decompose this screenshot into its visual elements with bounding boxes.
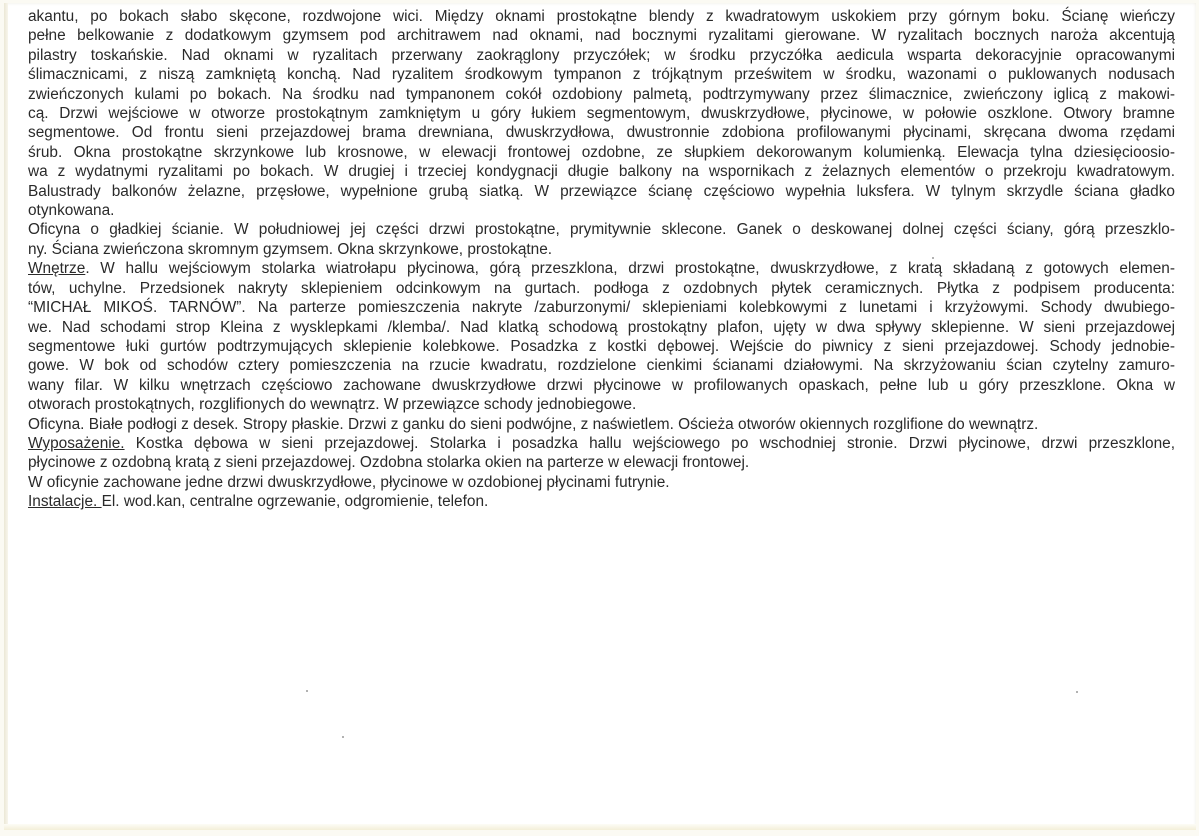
text-line: akantu, po bokach słabo skęcone, rozdwojone wici. Między oknami prostokątne blendy z kwadratowym uskokiem przy górnym boku. Ścianę wieńczy xyxy=(28,8,1175,25)
text-line: pilastry toskańskie. Nad oknami w ryzalitach przerwany zaokrąglony przyczółek; w środku przyczółka aedicula wsparta dekoracyjnie opracowanymi xyxy=(28,46,1175,64)
scan-speck xyxy=(932,257,934,259)
text-line: “MICHAŁ MIKOŚ. TARNÓW”. Na parterze pomieszczenia nakryte /zaburzonymi/ sklepieniami kolebkowymi z lunetami i krzyżowymi. Schody dwubiego- xyxy=(28,299,1175,317)
text-line: we. Nad schodami strop Kleina z wysklepkami /klemba/. Nad klatką schodową prostokątny plafon, ujęty w dwa spływy sklepienne. W sieni przejazdowej xyxy=(28,318,1175,336)
text-line: segmentowe łuki gurtów podtrzymujących sklepienie kolebkowe. Posadzka z kostki dębowej. Wejście do piwnicy z sieni przejazdowej. Schody jednobie- xyxy=(28,337,1175,355)
text-line: tów, uchylne. Przedsionek nakryty sklepieniem odcinkowym na gurtach. podłoga z ozdobnych płytek ceramicznych. Płytka z podpisem producenta: xyxy=(28,279,1175,297)
text-line: otynkowana. xyxy=(28,202,115,220)
section-heading-interior: Wnętrze xyxy=(28,260,86,278)
paragraph-equipment xyxy=(28,434,1175,473)
text-line: wany filar. W kilku wnętrzach częściowo zachowane dwuskrzydłowe drzwi płycinowe w profilowanych opaskach, pełne lub u góry przeszklone. Okna w xyxy=(28,376,1175,394)
paragraph-oficyna-interior xyxy=(28,415,1175,434)
document-body xyxy=(28,7,1175,512)
scan-speck xyxy=(1076,691,1078,693)
paragraph-interior xyxy=(28,259,1175,414)
scan-left-edge xyxy=(4,3,8,830)
text-line: W oficynie zachowane jedne drzwi dwuskrzydłowe, płycinowe w ozdobionej płycinami futrynie. xyxy=(28,473,670,491)
scanned-page xyxy=(4,3,1196,830)
text-line: otworach prostokątnych, rozglifionych do wewnątrz. W przewiązce schody jednobiegowe. xyxy=(28,396,637,414)
paragraph-installations xyxy=(28,492,1175,511)
text-line: ślimacznicami, z niszą zamkniętą konchą. Nad ryzalitem środkowym tympanon z trójkątnym prześwitem w środku, wazonami o puklowanych nodusach xyxy=(28,66,1175,84)
scan-speck xyxy=(342,736,344,738)
text-run: El. wod.kan, centralne ogrzewanie, odgromienie, telefon. xyxy=(101,493,489,511)
text-line: zwieńczonych kulami po bokach. Na środku nad tympanonem cokół ozdobiony palmetą, podtrzymywany przez ślimacznice, zwieńczony iglicą z makowi- xyxy=(28,85,1175,103)
text-line: płycinowe z ozdobną kratą z sieni przejazdowej. Ozdobna stolarka okien na parterze w elewacji frontowej. xyxy=(28,454,750,472)
scan-bottom-edge xyxy=(4,824,1196,830)
text-line: śrub. Okna prostokątne skrzynkowe lub krosnowe, w elewacji frontowej ozdobne, ze słupkiem dekorowanym kolumienką. Elewacja tylna dziesięcioosio- xyxy=(28,143,1175,161)
text-line xyxy=(28,259,1175,278)
text-line: ny. Ściana zwieńczona skromnym gzymsem. Okna skrzynkowe, prostokątne. xyxy=(28,240,553,258)
text-run: . W hallu wejściowym stolarka wiatrołapu płycinowa, górą przeszklona, drzwi prostokątne, dwuskrzydłowe, z kratą składaną z gotowych elemen- xyxy=(85,260,1175,278)
scan-speck xyxy=(306,690,308,692)
text-line xyxy=(28,492,1175,511)
paragraph-oficyna-exterior xyxy=(28,220,1175,259)
text-run: Kostka dębowa w sieni przejazdowej. Stolarka i posadzka hallu wejściowego po wschodniej stronie. Drzwi płycinowe, drzwi przeszklone, xyxy=(124,434,1175,452)
section-heading-equipment: Wyposażenie. xyxy=(28,434,125,452)
text-line: wa z wydatnymi ryzalitami po bokach. W drugiej i trzeciej kondygnacji długie balkony na wspornikach z żelaznych elementów o przekroju kwadratowym. xyxy=(28,163,1175,181)
text-line: pełne belkowanie z dodatkowym gzymsem pod architrawem nad oknami, nad bocznymi ryzalitami gierowane. W ryzalitach bocznych naroża akcentują xyxy=(28,27,1175,45)
section-heading-installations: Instalacje. xyxy=(28,493,102,511)
text-line xyxy=(28,434,1175,453)
paragraph-oficyna-equipment xyxy=(28,473,1175,492)
text-line: gowe. W bok od schodów cztery pomieszczenia na rzucie kwadratu, rozdzielone cienkimi ścianami działowymi. Na skrzyżowaniu ścian czytelny zamuro- xyxy=(28,357,1175,375)
text-line: Oficyna. Białe podłogi z desek. Stropy płaskie. Drzwi z ganku do sieni podwójne, z naświetlem. Ościeża otworów okiennych rozglifione do wewnątrz. xyxy=(28,415,1039,433)
text-line: segmentowe. Od frontu sieni przejazdowej brama drewniana, dwuskrzydłowa, dwustronnie zdobiona profilowanymi płycinami, skręcana dwoma rzędami xyxy=(28,124,1175,142)
text-line: Oficyna o gładkiej ścianie. W południowej jej części drzwi prostokątne, prymitywnie sklecone. Ganek o deskowanej dolnej części ściany, górą przeszklo- xyxy=(28,221,1175,239)
paragraph-facade-description xyxy=(28,7,1175,220)
text-line: Balustrady balkonów żelazne, przęsłowe, wypełnione grubą siatką. W przewiązce ścianę częściowo wypełnia luksfera. W tylnym skrzydle ściana gładko xyxy=(28,182,1175,200)
text-line: cą. Drzwi wejściowe w otworze prostokątnym zamkniętym u góry łukiem segmentowym, dwuskrzydłowe, płycinowe, w połowie oszklone. Otwory bramne xyxy=(28,105,1175,123)
